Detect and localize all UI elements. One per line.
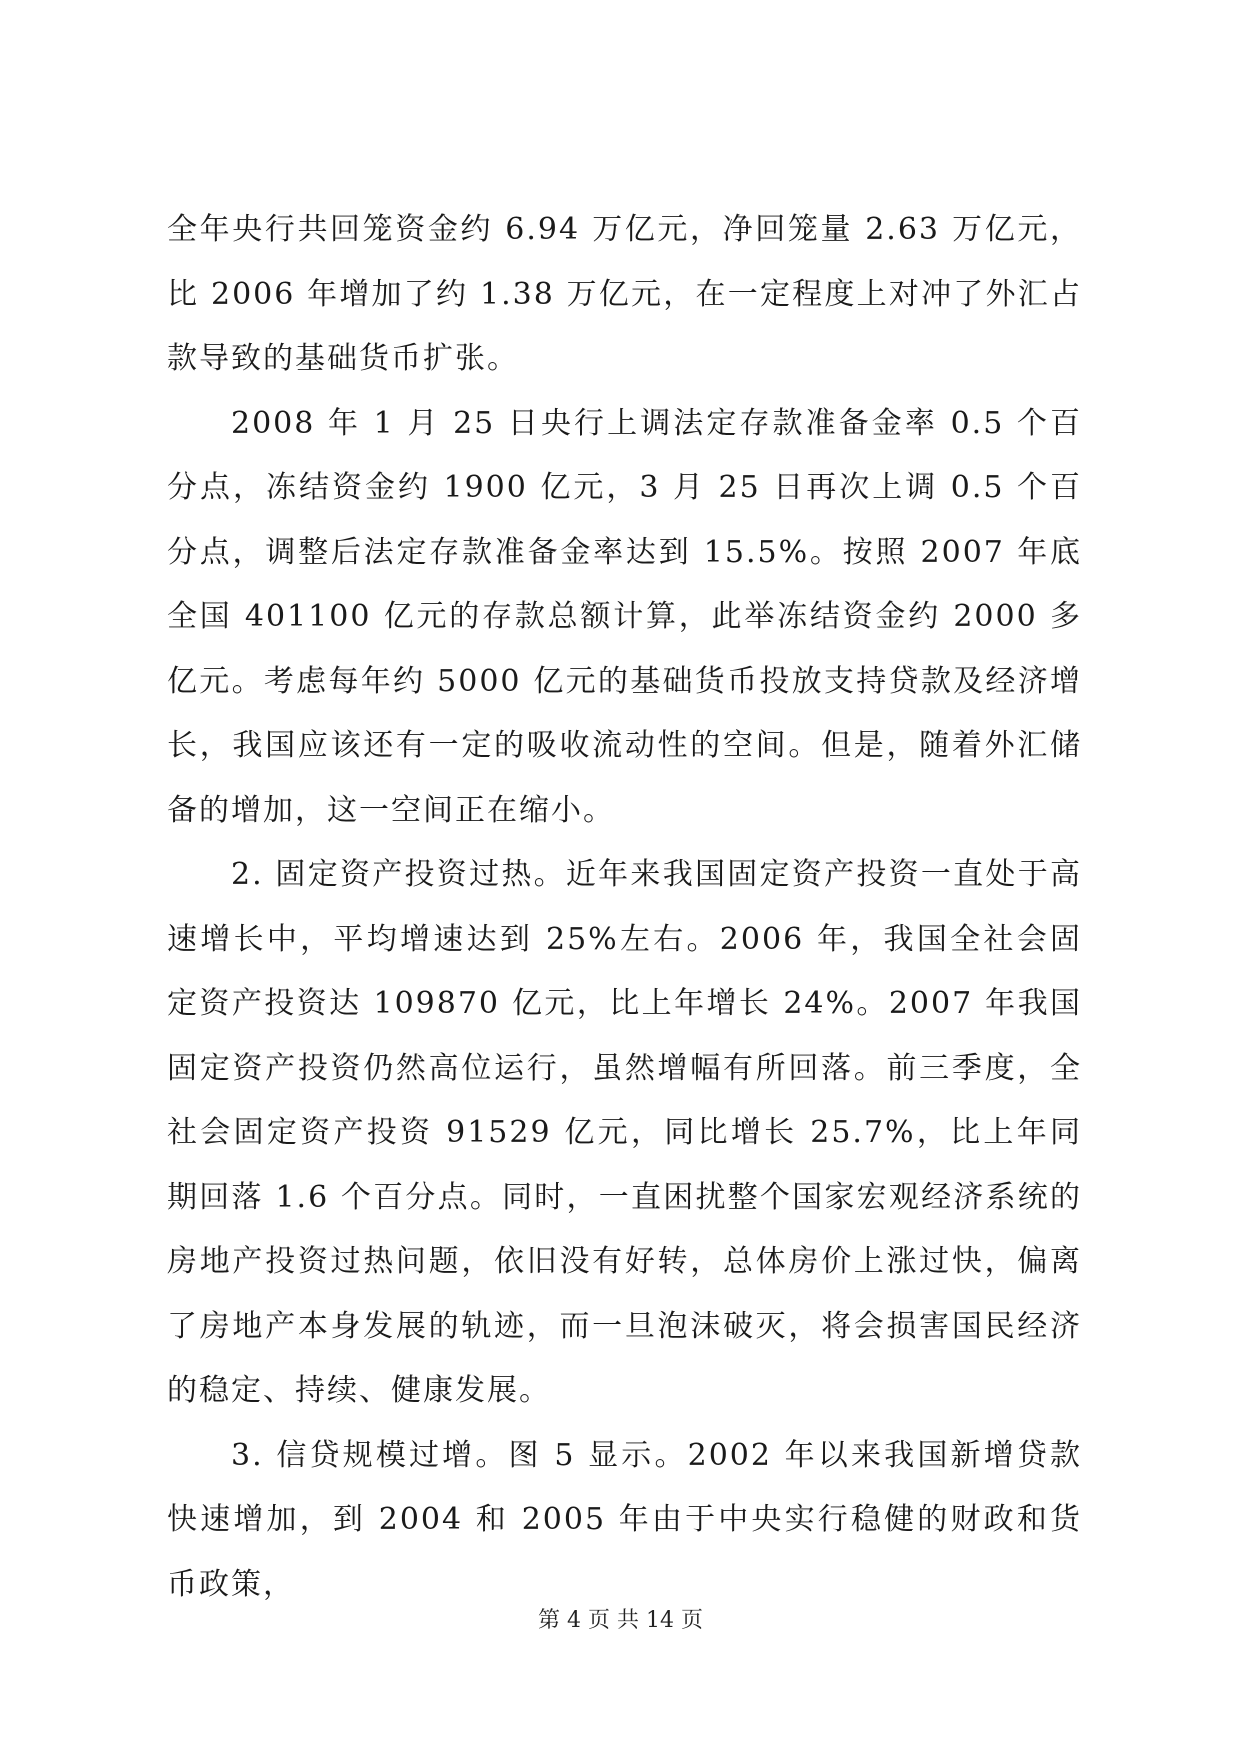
paragraph-3: 2. 固定资产投资过热。近年来我国固定资产投资一直处于高速增长中，平均增速达到 25%左右。2006 年，我国全社会固定资产投资达 109870 亿元，比上年增长 24%。2007 年我国固定资产投资仍然高位运行，虽然增幅有所回落。前三季度，全社会固定资产投资 91529 亿元，同比增长 25.7%，比上年同期回落 1.6 个百分点。同时，一直困扰整个国家宏观经济系统的房地产投资过热问题，依旧没有好转，总体房价上涨过快，偏离了房地产本身发展的轨迹，而一旦泡沫破灭，将会损害国民经济的稳定、持续、健康发展。 [167, 857, 1082, 1408]
paragraph-2: 2008 年 1 月 25 日央行上调法定存款准备金率 0.5 个百分点，冻结资金约 1900 亿元，3 月 25 日再次上调 0.5 个百分点，调整后法定存款准备金率达到 15.5%。按照 2007 年底全国 401100 亿元的存款总额计算，此举冻结资金约 2000 多亿元。考虑每年约 5000 亿元的基础货币投放支持贷款及经济增长，我国应该还有一定的吸收流动性的空间。但是，随着外汇储备的增加，这一空间正在缩小。 [167, 405, 1082, 828]
page-footer: 第 4 页 共 14 页 [538, 1608, 703, 1633]
paragraph-4: 3. 信贷规模过增。图 5 显示。2002 年以来我国新增贷款快速增加，到 2004 和 2005 年由于中央实行稳健的财政和货币政策， [167, 1437, 1082, 1602]
document-body [167, 198, 1082, 1617]
paragraph-1: 全年央行共回笼资金约 6.94 万亿元，净回笼量 2.63 万亿元，比 2006 年增加了约 1.38 万亿元，在一定程度上对冲了外汇占款导致的基础货币扩张。 [167, 212, 1082, 376]
